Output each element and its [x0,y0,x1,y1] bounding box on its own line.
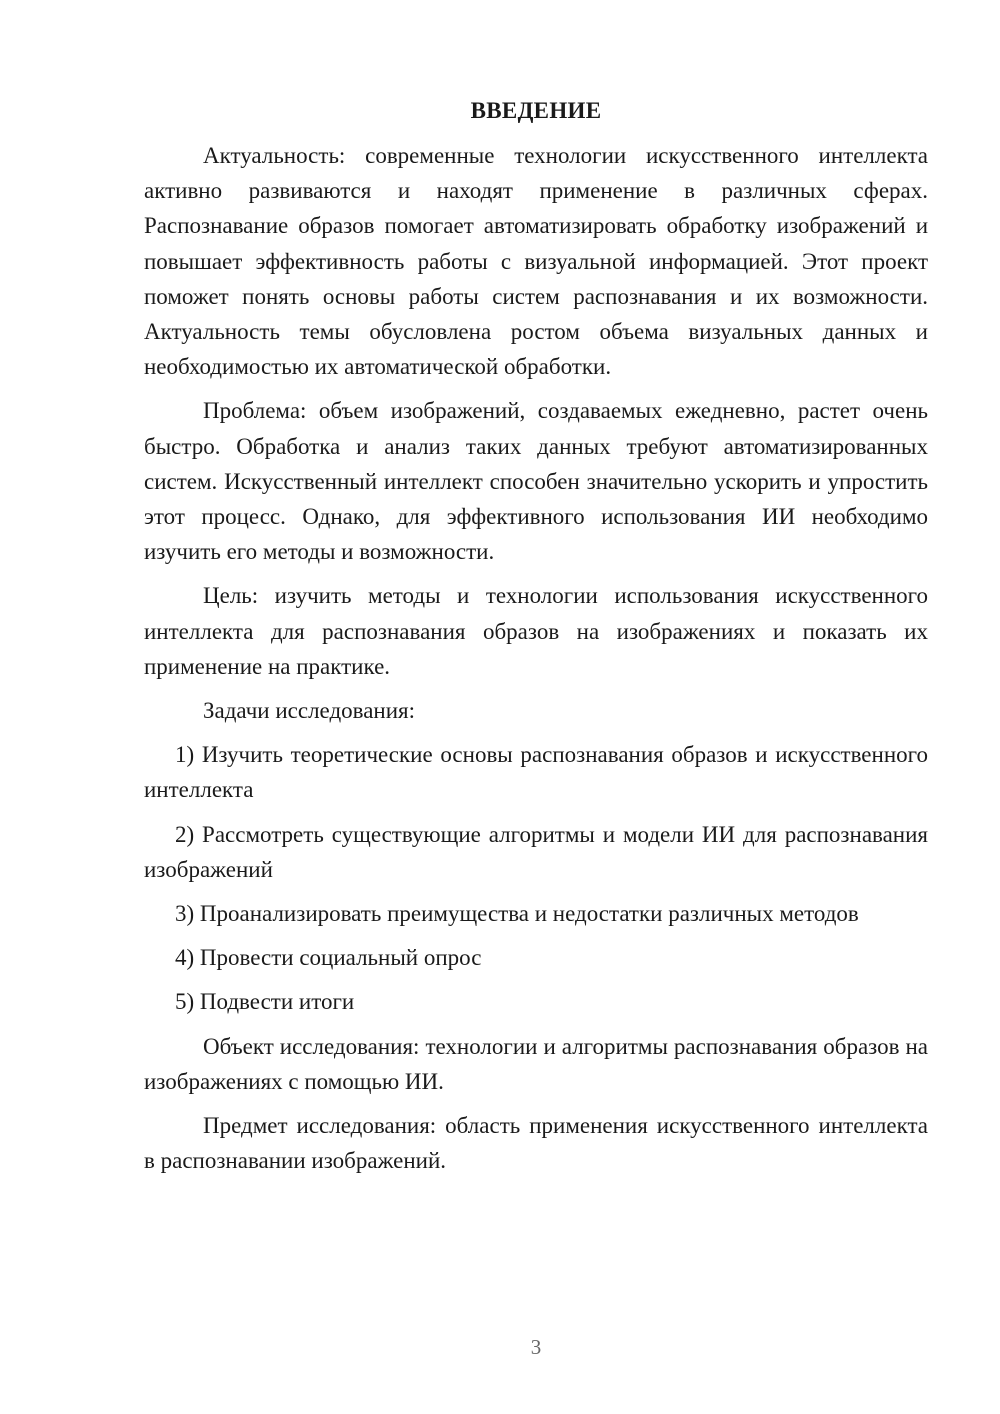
task-item-1: 1) Изучить теоретические основы распознавания образов и искусственного интеллекта [144,742,928,803]
goal-paragraph: Цель: изучить методы и технологии использования искусственного интеллекта для распознавания образов на изображениях и показать их применение на практике. [144,583,928,679]
task-item-4: 4) Провести социальный опрос [175,945,482,971]
relevance-paragraph: Актуальность: современные технологии искусственного интеллекта активно развиваются и находят применение в различных сферах. Распознавание образов помогает автоматизировать обработку изображений и повышает эффективность работы с визуальной информацией. Этот проект поможет понять основы работы систем распознавания и их возможности. Актуальность темы обусловлена ростом объема визуальных данных и необходимостью их автоматической обработки. [144,143,928,380]
page-number: 3 [530,1335,542,1359]
page-content [144,96,928,1187]
tasks-heading: Задачи исследования: [203,698,416,724]
problem-paragraph: Проблема: объем изображений, создаваемых ежедневно, растет очень быстро. Обработка и анализ таких данных требуют автоматизированных систем. Искусственный интеллект способен значительно ускорить и упростить этот процесс. Однако, для эффективного использования ИИ необходимо изучить его методы и возможности. [144,398,928,565]
task-item-5: 5) Подвести итоги [175,989,355,1015]
subject-paragraph: Предмет исследования: область применения искусственного интеллекта в распознавании изображений. [144,1113,928,1174]
section-title: ВВЕДЕНИЕ [470,98,602,123]
object-paragraph: Объект исследования: технологии и алгоритмы распознавания образов на изображениях с помощью ИИ. [144,1033,928,1094]
task-item-2: 2) Рассмотреть существующие алгоритмы и модели ИИ для распознавания изображений [144,821,928,882]
task-item-3: 3) Проанализировать преимущества и недостатки различных методов [175,901,859,927]
